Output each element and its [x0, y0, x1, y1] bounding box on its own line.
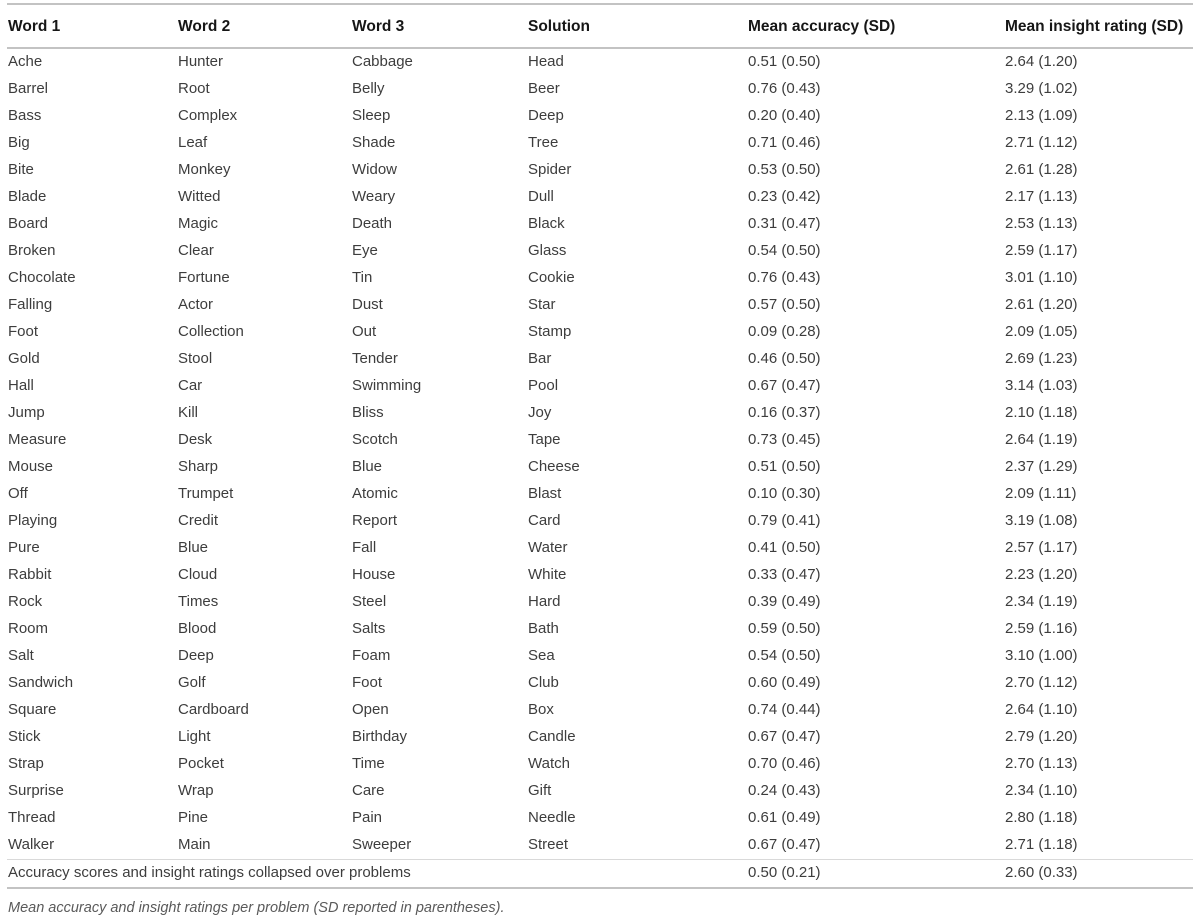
- table-cell: Stick: [8, 728, 41, 745]
- table-cell: 2.70 (1.13): [1005, 755, 1078, 772]
- table-cell: Salts: [352, 620, 386, 637]
- table-cell: Joy: [528, 404, 552, 421]
- table-cell: Needle: [528, 809, 576, 826]
- table-cell: Cabbage: [352, 53, 413, 70]
- table-cell: Actor: [178, 296, 214, 313]
- table-cell: Foam: [352, 647, 391, 664]
- table-cell: Widow: [352, 161, 398, 178]
- table-cell: Room: [8, 620, 49, 637]
- table-row: [7, 643, 1193, 670]
- table-cell: 0.23 (0.42): [748, 188, 821, 205]
- table-cell: Death: [352, 215, 393, 232]
- table-cell: Head: [528, 53, 564, 70]
- table-cell: 0.33 (0.47): [748, 566, 821, 583]
- table-cell: Trumpet: [178, 485, 234, 502]
- table-cell: Collection: [178, 323, 244, 340]
- column-header-mean-insight-rating: Mean insight rating (SD): [1004, 4, 1193, 48]
- table-cell: Monkey: [178, 161, 231, 178]
- table-cell: 0.76 (0.43): [748, 269, 821, 286]
- table-cell: 2.37 (1.29): [1005, 458, 1078, 475]
- table-cell: Foot: [8, 323, 39, 340]
- table-cell: 0.51 (0.50): [748, 458, 821, 475]
- summary-accuracy-value: 0.50 (0.21): [747, 860, 1004, 889]
- table-cell: 0.53 (0.50): [748, 161, 821, 178]
- table-cell: Surprise: [8, 782, 64, 799]
- table-row: [7, 508, 1193, 535]
- table-cell: Desk: [178, 431, 213, 448]
- table-cell: Spider: [528, 161, 572, 178]
- table-cell: Cookie: [528, 269, 575, 286]
- table-cell: 2.17 (1.13): [1005, 188, 1078, 205]
- table-cell: Strap: [8, 755, 44, 772]
- table-cell: 2.64 (1.10): [1005, 701, 1078, 718]
- table-cell: Glass: [528, 242, 567, 259]
- table-cell: Fall: [352, 539, 377, 556]
- table-cell: 0.76 (0.43): [748, 80, 821, 97]
- table-cell: Water: [528, 539, 568, 556]
- table-cell: 0.54 (0.50): [748, 647, 821, 664]
- table-cell: 0.67 (0.47): [748, 377, 821, 394]
- table-cell: Playing: [8, 512, 58, 529]
- table-cell: House: [352, 566, 396, 583]
- table-row: [7, 184, 1193, 211]
- table-cell: Pocket: [178, 755, 224, 772]
- table-cell: Street: [528, 836, 569, 853]
- table-cell: Watch: [528, 755, 570, 772]
- table-cell: 0.60 (0.49): [748, 674, 821, 691]
- table-cell: Big: [8, 134, 30, 151]
- table-cell: 2.69 (1.23): [1005, 350, 1078, 367]
- table-row: [7, 103, 1193, 130]
- table-row: [7, 562, 1193, 589]
- table-cell: Main: [178, 836, 211, 853]
- table-cell: Cheese: [528, 458, 580, 475]
- table-row: [7, 157, 1193, 184]
- table-cell: 0.24 (0.43): [748, 782, 821, 799]
- table-cell: 2.59 (1.16): [1005, 620, 1078, 637]
- table-row: [7, 670, 1193, 697]
- table-cell: Times: [178, 593, 219, 610]
- table-cell: Tin: [352, 269, 373, 286]
- table-cell: 3.19 (1.08): [1005, 512, 1078, 529]
- table-cell: Blue: [178, 539, 209, 556]
- header-row: [7, 4, 1193, 48]
- table-cell: Out: [352, 323, 377, 340]
- table-cell: Tender: [352, 350, 398, 367]
- table-cell: 3.01 (1.10): [1005, 269, 1078, 286]
- table-cell: Blast: [528, 485, 562, 502]
- table-cell: Complex: [178, 107, 238, 124]
- table-cell: 2.59 (1.17): [1005, 242, 1078, 259]
- table-cell: Root: [178, 80, 210, 97]
- table-cell: Board: [8, 215, 49, 232]
- table-cell: Credit: [178, 512, 219, 529]
- table-cell: Cloud: [178, 566, 218, 583]
- table-cell: 3.29 (1.02): [1005, 80, 1078, 97]
- table-row: [7, 319, 1193, 346]
- table-cell: Weary: [352, 188, 396, 205]
- table-cell: 0.39 (0.49): [748, 593, 821, 610]
- table-cell: 2.09 (1.05): [1005, 323, 1078, 340]
- column-header-word2: Word 2: [177, 4, 351, 48]
- summary-row: [7, 860, 1193, 889]
- table-cell: 0.59 (0.50): [748, 620, 821, 637]
- table-row: [7, 346, 1193, 373]
- table-caption: Mean accuracy and insight ratings per problem (SD reported in parentheses).: [8, 900, 505, 916]
- table-row: [7, 292, 1193, 319]
- table-cell: 0.70 (0.46): [748, 755, 821, 772]
- table-cell: Rabbit: [8, 566, 52, 583]
- table-cell: Scotch: [352, 431, 398, 448]
- table-cell: Falling: [8, 296, 53, 313]
- table-cell: Open: [352, 701, 389, 718]
- table-cell: Golf: [178, 674, 206, 691]
- table-cell: 2.71 (1.12): [1005, 134, 1078, 151]
- table-cell: Bite: [8, 161, 34, 178]
- table-cell: 0.67 (0.47): [748, 728, 821, 745]
- column-header-word3: Word 3: [351, 4, 527, 48]
- table-cell: 0.41 (0.50): [748, 539, 821, 556]
- table-cell: Candle: [528, 728, 576, 745]
- table-cell: Light: [178, 728, 211, 745]
- table-row: [7, 265, 1193, 292]
- table-cell: Blood: [178, 620, 217, 637]
- table-cell: 0.61 (0.49): [748, 809, 821, 826]
- table-cell: Mouse: [8, 458, 54, 475]
- table-cell: Leaf: [178, 134, 208, 151]
- table-row: [7, 48, 1193, 76]
- table-cell: Care: [352, 782, 385, 799]
- table-cell: 0.74 (0.44): [748, 701, 821, 718]
- table-cell: Bar: [528, 350, 552, 367]
- column-header-solution: Solution: [527, 4, 747, 48]
- table-cell: Eye: [352, 242, 378, 259]
- table-row: [7, 616, 1193, 643]
- table-cell: Swimming: [352, 377, 422, 394]
- table-cell: 2.61 (1.28): [1005, 161, 1078, 178]
- table-cell: Jump: [8, 404, 45, 421]
- summary-body: [7, 860, 1193, 889]
- table-cell: Tree: [528, 134, 559, 151]
- table-cell: Bass: [8, 107, 42, 124]
- table-cell: Blue: [352, 458, 383, 475]
- table-cell: Steel: [352, 593, 387, 610]
- table-cell: 0.73 (0.45): [748, 431, 821, 448]
- table-cell: 3.10 (1.00): [1005, 647, 1078, 664]
- table-cell: Fortune: [178, 269, 230, 286]
- table-cell: Ache: [8, 53, 43, 70]
- table-cell: Time: [352, 755, 385, 772]
- table-cell: 0.16 (0.37): [748, 404, 821, 421]
- table-cell: Deep: [528, 107, 564, 124]
- table-row: [7, 427, 1193, 454]
- table-cell: Clear: [178, 242, 214, 259]
- table-cell: Box: [528, 701, 554, 718]
- table-cell: 2.64 (1.20): [1005, 53, 1078, 70]
- table-cell: Sweeper: [352, 836, 412, 853]
- table-cell: 2.23 (1.20): [1005, 566, 1078, 583]
- table-cell: 2.10 (1.18): [1005, 404, 1078, 421]
- table-cell: Off: [8, 485, 28, 502]
- table-cell: Chocolate: [8, 269, 76, 286]
- table-cell: 0.46 (0.50): [748, 350, 821, 367]
- table-cell: Foot: [352, 674, 383, 691]
- table-row: [7, 697, 1193, 724]
- table-cell: 0.51 (0.50): [748, 53, 821, 70]
- table-body: [7, 48, 1193, 860]
- table-cell: Sharp: [178, 458, 219, 475]
- table-cell: Bliss: [352, 404, 384, 421]
- table-cell: 2.79 (1.20): [1005, 728, 1078, 745]
- table-row: [7, 589, 1193, 616]
- table-cell: Barrel: [8, 80, 49, 97]
- table-row: [7, 211, 1193, 238]
- summary-insight-value: 2.60 (0.33): [1004, 860, 1193, 889]
- table-cell: Star: [528, 296, 556, 313]
- table-cell: Gift: [528, 782, 552, 799]
- table-cell: Sleep: [352, 107, 391, 124]
- table-cell: Stool: [178, 350, 213, 367]
- table-cell: Square: [8, 701, 57, 718]
- table-cell: Stamp: [528, 323, 572, 340]
- table-cell: Thread: [8, 809, 56, 826]
- table-cell: 0.54 (0.50): [748, 242, 821, 259]
- table-cell: Pain: [352, 809, 383, 826]
- table-cell: Report: [352, 512, 398, 529]
- table-cell: 2.80 (1.18): [1005, 809, 1078, 826]
- table-cell: Belly: [352, 80, 385, 97]
- column-header-word1: Word 1: [7, 4, 177, 48]
- summary-label: Accuracy scores and insight ratings collapsed over problems: [7, 860, 747, 889]
- table-cell: Dust: [352, 296, 383, 313]
- table-row: [7, 76, 1193, 103]
- table-cell: 2.57 (1.17): [1005, 539, 1078, 556]
- table-cell: Deep: [178, 647, 214, 664]
- table-cell: Wrap: [178, 782, 214, 799]
- table-cell: Broken: [8, 242, 56, 259]
- table-cell: Witted: [178, 188, 221, 205]
- table-cell: 0.57 (0.50): [748, 296, 821, 313]
- table-row: [7, 535, 1193, 562]
- table-row: [7, 400, 1193, 427]
- table-cell: White: [528, 566, 567, 583]
- table-row: [7, 454, 1193, 481]
- table-cell: Measure: [8, 431, 67, 448]
- table-cell: Rock: [8, 593, 43, 610]
- table-cell: 2.71 (1.18): [1005, 836, 1078, 853]
- table-row: [7, 778, 1193, 805]
- table-row: [7, 130, 1193, 157]
- table-cell: Dull: [528, 188, 554, 205]
- table-row: [7, 238, 1193, 265]
- table-cell: 0.71 (0.46): [748, 134, 821, 151]
- table-cell: Car: [178, 377, 203, 394]
- table-cell: Hunter: [178, 53, 224, 70]
- table-cell: 2.61 (1.20): [1005, 296, 1078, 313]
- table-cell: Blade: [8, 188, 47, 205]
- table-cell: Kill: [178, 404, 199, 421]
- table-cell: Salt: [8, 647, 34, 664]
- table-cell: Birthday: [352, 728, 408, 745]
- table-cell: 2.53 (1.13): [1005, 215, 1078, 232]
- column-header-mean-accuracy: Mean accuracy (SD): [747, 4, 1004, 48]
- table-cell: Atomic: [352, 485, 398, 502]
- table-cell: 0.79 (0.41): [748, 512, 821, 529]
- table-cell: 2.13 (1.09): [1005, 107, 1078, 124]
- table-row: [7, 724, 1193, 751]
- table-row: [7, 805, 1193, 832]
- table-row: [7, 481, 1193, 508]
- table-cell: 2.34 (1.10): [1005, 782, 1078, 799]
- table-cell: Shade: [352, 134, 396, 151]
- table-cell: 3.14 (1.03): [1005, 377, 1078, 394]
- table-cell: 0.20 (0.40): [748, 107, 821, 124]
- table-row: [7, 751, 1193, 778]
- table-cell: Gold: [8, 350, 40, 367]
- table-row: [7, 832, 1193, 860]
- table-cell: 0.09 (0.28): [748, 323, 821, 340]
- table-cell: Card: [528, 512, 561, 529]
- table-cell: Pine: [178, 809, 209, 826]
- table-cell: Magic: [178, 215, 219, 232]
- table-cell: 2.09 (1.11): [1005, 485, 1077, 502]
- table-cell: Cardboard: [178, 701, 249, 718]
- table-cell: Sea: [528, 647, 555, 664]
- table-cell: 0.31 (0.47): [748, 215, 821, 232]
- table-cell: Walker: [8, 836, 55, 853]
- table-cell: Hard: [528, 593, 561, 610]
- cra-problems-table: [7, 3, 1193, 889]
- table-cell: 2.34 (1.19): [1005, 593, 1078, 610]
- table-cell: Bath: [528, 620, 559, 637]
- table-cell: Pure: [8, 539, 40, 556]
- table-cell: Tape: [528, 431, 561, 448]
- table-cell: Sandwich: [8, 674, 74, 691]
- table-cell: Pool: [528, 377, 559, 394]
- table-row: [7, 373, 1193, 400]
- table-cell: 0.10 (0.30): [748, 485, 821, 502]
- table-cell: Beer: [528, 80, 560, 97]
- table-header: [7, 4, 1193, 48]
- table-cell: Club: [528, 674, 559, 691]
- table-cell: 2.70 (1.12): [1005, 674, 1078, 691]
- table-cell: 2.64 (1.19): [1005, 431, 1078, 448]
- table-cell: Black: [528, 215, 565, 232]
- table-cell: 0.67 (0.47): [748, 836, 821, 853]
- table-cell: Hall: [8, 377, 34, 394]
